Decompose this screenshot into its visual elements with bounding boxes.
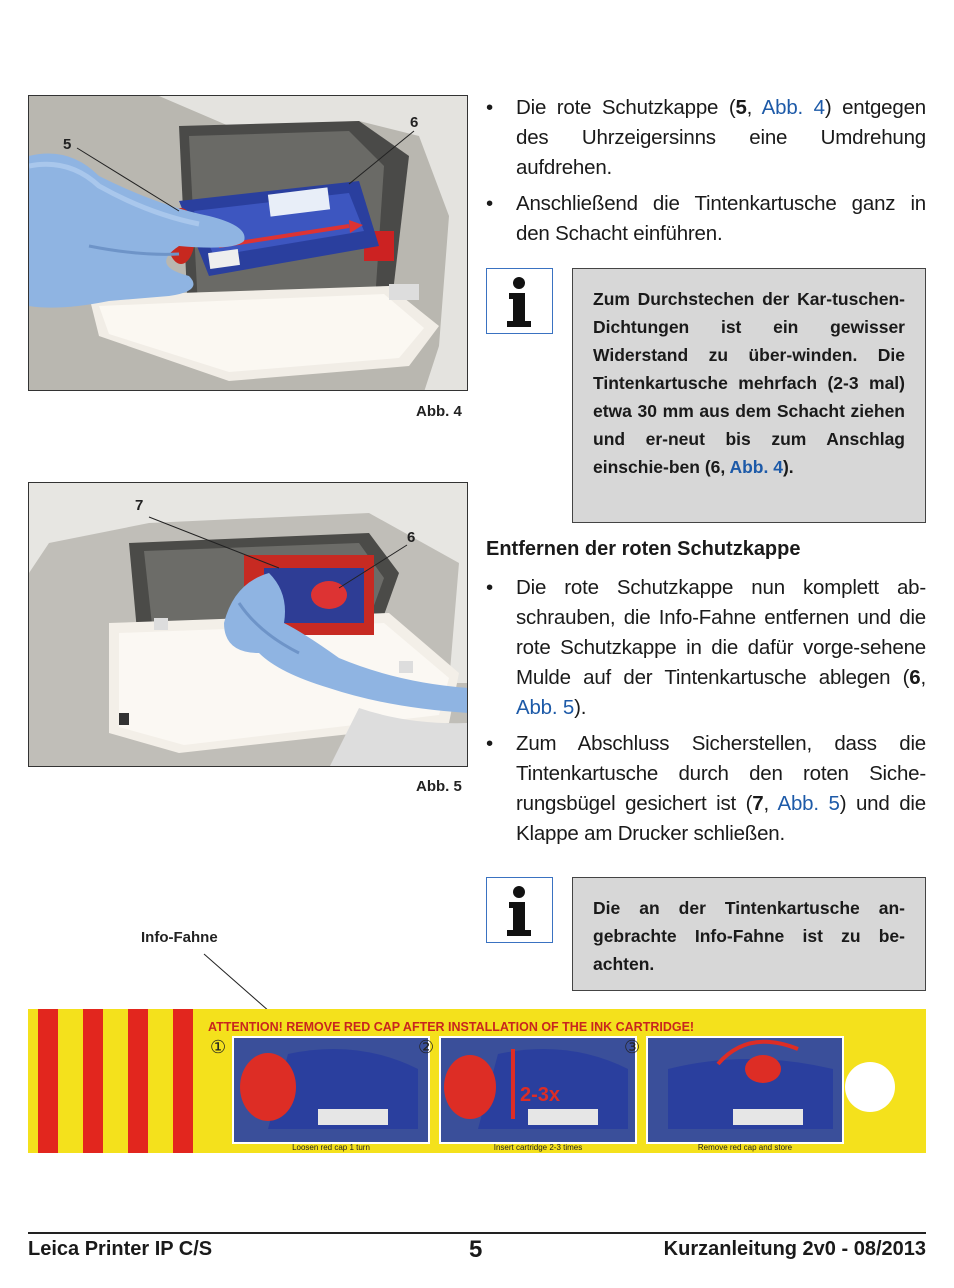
figure-4-caption: Abb. 4 [416,403,462,420]
figure-abb-4 [28,95,468,391]
section-heading: Entfernen der roten Schutzkappe [486,538,801,560]
note-box-info-fahne [572,877,926,991]
footer-document-version: Kurzanleitung 2v0 - 08/2013 [663,1238,926,1260]
bullet-text: ). [574,696,587,719]
figure-link[interactable]: Abb. 5 [777,792,840,815]
info-fahne-banner [28,1009,926,1153]
figure-5-photo [29,483,468,767]
info-fahne-label: Info-Fahne [141,929,218,946]
note-text: Zum Durchstechen der Kar-tuschen-Dichtungen ist ein gewisser Widerstand zu über-winden. Die Tintenkartusche mehrfach (2-3 mal) etwa 30 mm aus dem Schacht ziehen und er-neut bis zum Anschlag einschie-ben (6, [593,289,905,477]
banner-step-number: ② [418,1037,435,1058]
banner-headline: ATTENTION! REMOVE RED CAP AFTER INSTALLATION OF THE INK CARTRIDGE! [208,1020,695,1034]
page-number: 5 [469,1236,483,1263]
note-text: Die an der Tintenkartusche an-gebrachte Info-Fahne ist zu be-achten. [593,898,905,974]
figure-5-caption: Abb. 5 [416,778,462,795]
banner-step-caption: Insert cartridge 2-3 times [493,1143,583,1152]
list-item [486,729,926,849]
banner-overlay-text: 2-3x [520,1084,561,1106]
bullet-text: Die rote Schutzkappe ( [516,96,736,119]
bullet-text: ) und die Klappe am Drucker schließen. [516,792,926,845]
ref-number: 6 [909,666,921,689]
footer-divider [28,1232,926,1234]
list-item [486,573,926,723]
bullet-list-bottom [486,573,926,855]
banner-step-3-image [647,1037,843,1143]
banner-step-1-image [233,1037,429,1143]
bullet-text: Zum Abschluss Sicherstellen, dass die Tintenkartusche durch den roten Siche-rungsbügel gesichert ist ( [516,732,926,815]
ref-number: 5 [735,96,747,119]
banner-step-number: ① [210,1037,227,1058]
figure-4-photo [29,96,468,391]
bullet-text: Die rote Schutzkappe nun komplett ab-schrauben, die Info-Fahne entfernen und die rote Schutzkappe in die dafür vorge-sehene Mulde auf der Tintenkartusche ablegen ( [516,576,926,689]
list-item [486,93,926,183]
figure-4-label-6: 6 [410,114,419,131]
info-icon [486,877,553,943]
figure-link[interactable]: Abb. 4 [729,457,783,477]
banner-step-caption: Remove red cap and store [697,1143,793,1152]
note-box-cartridge-seal [572,268,926,523]
banner-step-caption: Loosen red cap 1 turn [292,1143,370,1152]
bullet-text: Anschließend die Tintenkartusche ganz in den Schacht einführen. [516,192,926,245]
figure-abb-5 [28,482,468,767]
figure-5-label-6: 6 [407,529,416,546]
figure-link[interactable]: Abb. 5 [516,696,575,719]
footer-product-name: Leica Printer IP C/S [28,1238,213,1260]
figure-5-label-7: 7 [135,497,144,514]
banner-step-number: ③ [624,1037,641,1058]
info-icon [486,268,553,334]
info-fahne-leader-line [200,952,280,1014]
separator: , [746,96,762,119]
figure-link[interactable]: Abb. 4 [761,96,825,119]
separator: , [763,792,778,815]
note-text: ). [782,457,794,477]
bullet-text: ) entgegen des Uhrzeigersinns eine Umdrehung aufdrehen. [516,96,926,179]
banner-graphic [28,1009,926,1153]
figure-4-label-5: 5 [63,136,72,153]
separator: , [920,666,926,689]
bullet-list-top [486,93,926,255]
list-item [486,189,926,249]
ref-number: 7 [752,792,764,815]
